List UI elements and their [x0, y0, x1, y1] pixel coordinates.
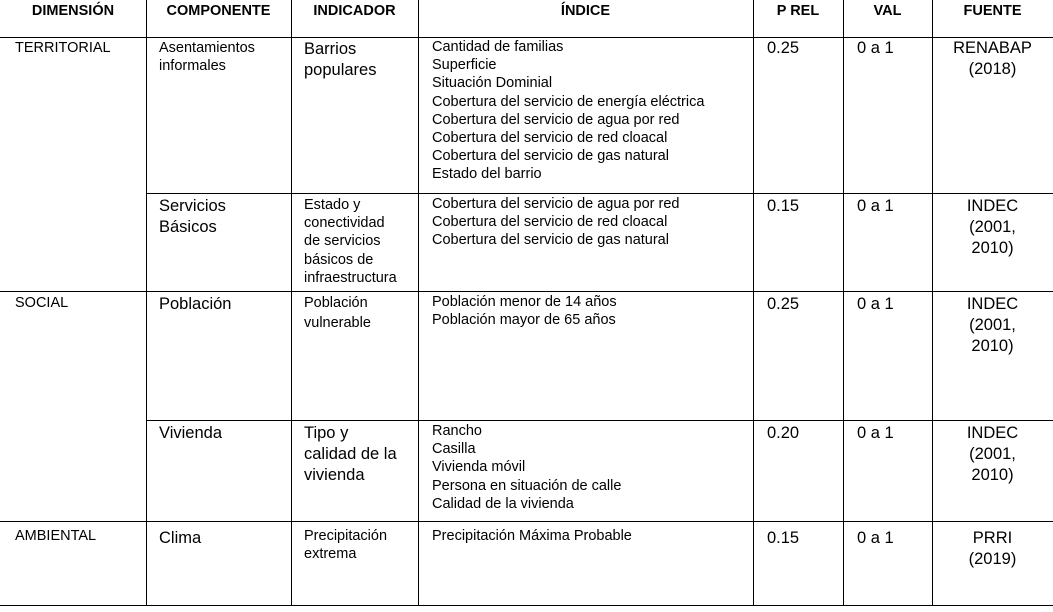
row-indicator: Tipo y calidad de la vivienda	[304, 424, 397, 484]
rule-row-4	[0, 521, 1053, 522]
row-indicator: Estado y conectividad de servicios básicos de infraestructura	[304, 197, 397, 286]
rule-row-1	[146, 193, 1053, 194]
header-p-rel: P REL	[776, 3, 820, 19]
header-component: COMPONENTE	[166, 3, 271, 19]
row-index: Precipitación Máxima Probable	[432, 528, 632, 544]
col-divider	[146, 0, 147, 606]
header-indicator: INDICADOR	[313, 3, 396, 19]
row-source: INDEC (2001, 2010)	[966, 197, 1019, 257]
rule-table-bottom	[0, 605, 1053, 606]
row-index: Cantidad de familias Superficie Situación Dominial Cobertura del servicio de energía eléctrica Cobertura del servicio de agua por red Cobertura del servicio de red cloacal Cobertura del servicio de gas natural Estado del barrio	[432, 39, 705, 183]
row-source: INDEC (2001, 2010)	[966, 424, 1019, 484]
row-p-rel: 0.25	[767, 39, 800, 57]
row-p-rel: 0.15	[767, 529, 800, 547]
row-val: 0 a 1	[857, 424, 894, 442]
col-divider	[843, 0, 844, 606]
row-dimension: AMBIENTAL	[15, 528, 97, 544]
rule-row-3	[146, 420, 1053, 421]
row-component: Clima	[159, 529, 202, 547]
row-val: 0 a 1	[857, 197, 894, 215]
row-component: Vivienda	[159, 424, 222, 442]
row-indicator: Precipitación extrema	[304, 528, 388, 563]
row-source: INDEC (2001, 2010)	[966, 295, 1019, 355]
row-source: PRRI (2019)	[968, 529, 1017, 568]
header-dimension: DIMENSIÓN	[31, 3, 115, 19]
row-val: 0 a 1	[857, 529, 894, 547]
col-divider	[291, 0, 292, 606]
row-index: Población menor de 14 años Población mayor de 65 años	[432, 294, 617, 329]
row-component: Servicios Básicos	[159, 197, 226, 236]
row-index: Rancho Casilla Vivienda móvil Persona en situación de calle Calidad de la vivienda	[432, 423, 622, 512]
row-p-rel: 0.20	[767, 424, 800, 442]
row-p-rel: 0.15	[767, 197, 800, 215]
header-index: ÍNDICE	[560, 3, 611, 19]
row-dimension: TERRITORIAL	[15, 40, 111, 56]
row-dimension: SOCIAL	[15, 295, 69, 311]
header-val: VAL	[873, 3, 902, 19]
row-component: Asentamientos informales	[159, 40, 255, 75]
row-indicator: Población vulnerable	[304, 295, 371, 331]
rule-row-2	[0, 291, 1053, 292]
row-val: 0 a 1	[857, 39, 894, 57]
row-p-rel: 0.25	[767, 295, 800, 313]
row-component: Población	[159, 295, 232, 313]
col-divider	[753, 0, 754, 606]
row-val: 0 a 1	[857, 295, 894, 313]
row-index: Cobertura del servicio de agua por red Cobertura del servicio de red cloacal Cobertura del servicio de gas natural	[432, 196, 680, 249]
row-indicator: Barrios populares	[304, 40, 377, 79]
row-source: RENABAP (2018)	[953, 39, 1032, 78]
header-source: FUENTE	[963, 3, 1022, 19]
col-divider	[418, 0, 419, 606]
